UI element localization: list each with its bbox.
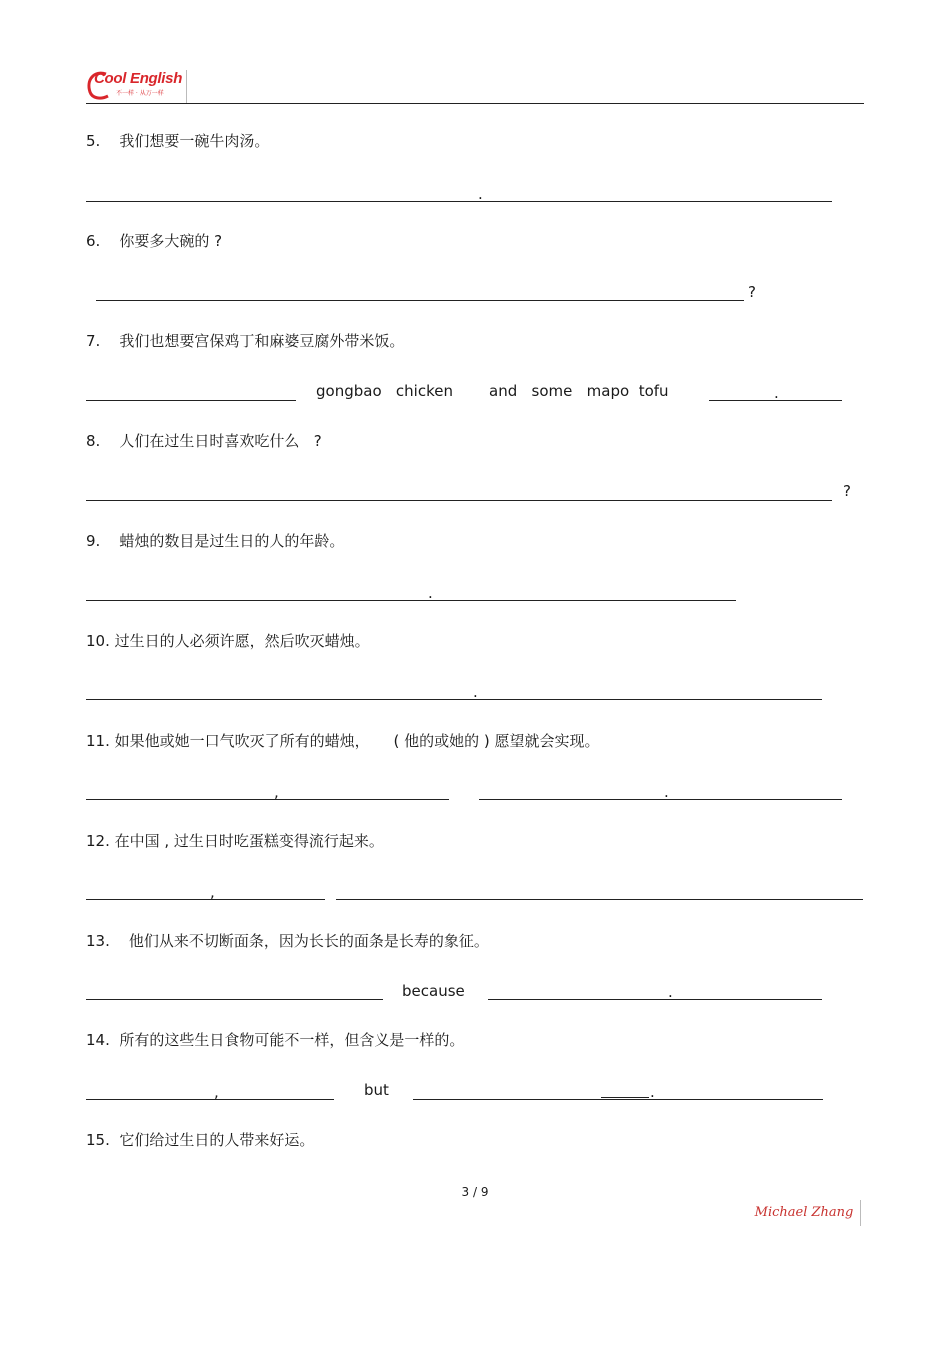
- question-11-prompt: 11. 如果他或她一口气吹灭了所有的蜡烛， ( 他的或她的 ) 愿望就会实现。: [86, 732, 600, 750]
- michael-zhang-signature: Michael Zhang: [754, 1205, 854, 1220]
- q6-answer-line[interactable]: [96, 300, 744, 301]
- question-10-prompt: 10. 过生日的人必须许愿，然后吹灭蜡烛。: [86, 632, 370, 650]
- q13-answer-line-1[interactable]: [86, 999, 383, 1000]
- q7-text-mapo: and some mapo tofu: [489, 382, 669, 400]
- q14-comma: ,: [214, 1083, 219, 1101]
- q13-text-because: because: [402, 982, 465, 1000]
- q13-period: .: [668, 983, 673, 1001]
- logo-subtitle: 不一样 · 从万一样: [116, 90, 164, 97]
- q12-answer-line-2[interactable]: [336, 899, 863, 900]
- header-rule: [86, 103, 864, 104]
- q14-answer-line-2[interactable]: [413, 1099, 823, 1100]
- q5-answer-line[interactable]: [86, 201, 832, 202]
- q9-period: .: [428, 584, 433, 602]
- q14-answer-line-underscore: [601, 1097, 649, 1098]
- q9-answer-line[interactable]: [86, 600, 736, 601]
- q6-question-mark: ?: [748, 283, 756, 301]
- question-13-prompt: 13. 他们从来不切断面条，因为长长的面条是长寿的象征。: [86, 932, 489, 950]
- q11-period: .: [664, 783, 669, 801]
- q14-text-but: but: [364, 1081, 389, 1099]
- q11-comma: ,: [274, 783, 279, 801]
- question-8-prompt: 8. 人们在过生日时喜欢吃什么 ?: [86, 432, 322, 450]
- question-7-prompt: 7. 我们也想要宫保鸡丁和麻婆豆腐外带米饭。: [86, 332, 405, 350]
- logo-divider: [186, 70, 187, 103]
- q14-answer-line-1[interactable]: [86, 1099, 334, 1100]
- q8-question-mark: ?: [843, 482, 851, 500]
- logo-text: Cool English: [94, 70, 183, 87]
- question-15-prompt: 15. 它们给过生日的人带来好运。: [86, 1131, 315, 1149]
- question-12-prompt: 12. 在中国 , 过生日时吃蛋糕变得流行起来。: [86, 832, 384, 850]
- q10-answer-line[interactable]: [86, 699, 822, 700]
- question-5-prompt: 5. 我们想要一碗牛肉汤。: [86, 132, 270, 150]
- q7-answer-line-1[interactable]: [86, 400, 296, 401]
- q11-answer-line-2[interactable]: [479, 799, 842, 800]
- q14-period: .: [650, 1083, 655, 1101]
- q13-answer-line-2[interactable]: [488, 999, 822, 1000]
- question-14-prompt: 14. 所有的这些生日食物可能不一样，但含义是一样的。: [86, 1031, 465, 1049]
- signature-divider: [860, 1200, 861, 1226]
- q12-comma: ,: [210, 883, 215, 901]
- q11-answer-line-1[interactable]: [86, 799, 449, 800]
- q7-text-gongbao: gongbao chicken: [316, 382, 453, 400]
- q8-answer-line[interactable]: [86, 500, 832, 501]
- q10-period: .: [473, 683, 478, 701]
- page-number: 3 / 9: [461, 1185, 489, 1199]
- q5-period: .: [478, 185, 483, 203]
- cool-english-logo: [86, 68, 188, 104]
- question-6-prompt: 6. 你要多大碗的 ?: [86, 232, 223, 250]
- q12-answer-line-1[interactable]: [86, 899, 325, 900]
- question-9-prompt: 9. 蜡烛的数目是过生日的人的年龄。: [86, 532, 345, 550]
- q7-period: .: [774, 384, 779, 402]
